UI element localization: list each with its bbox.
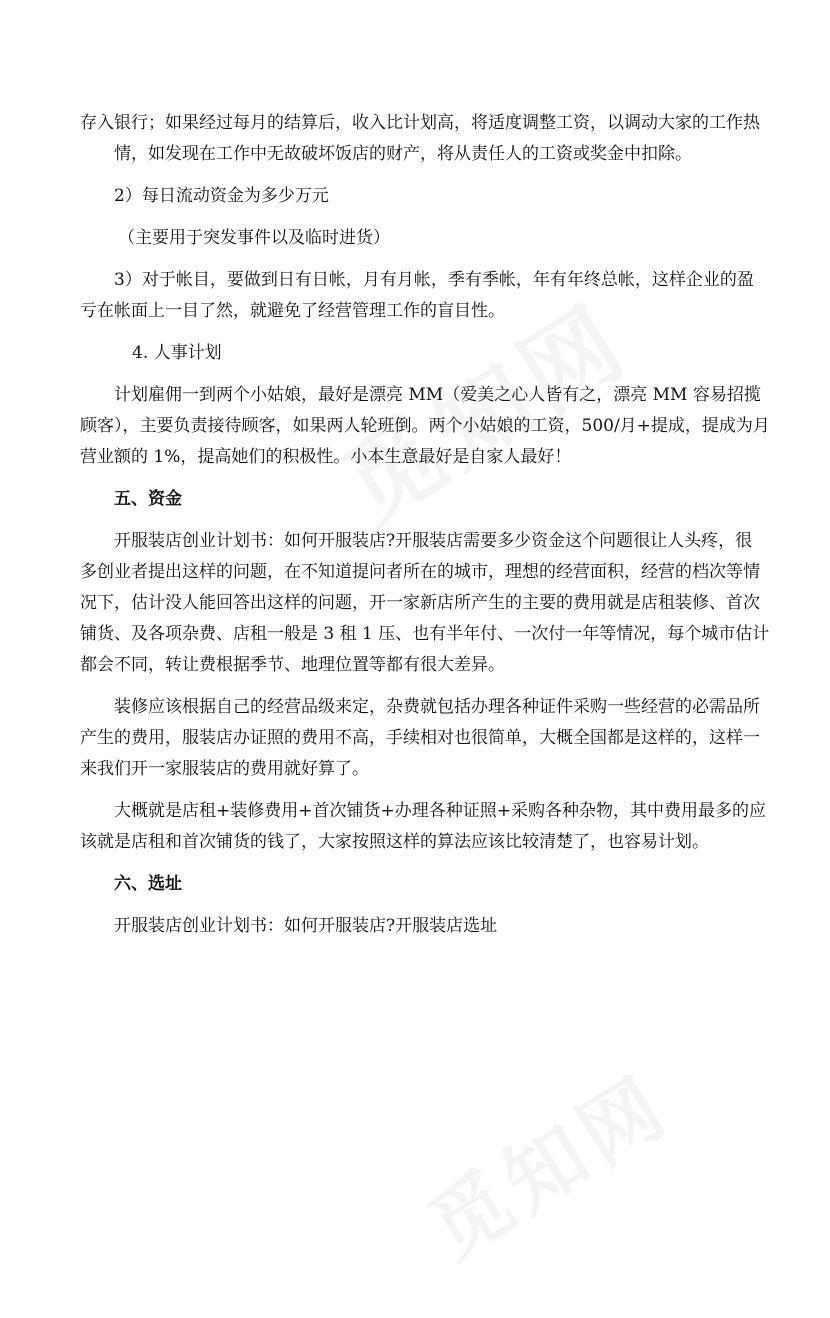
section-heading-funds	[80, 484, 752, 515]
text-line: 开服装店创业计划书：如何开服装店?开服装店选址	[114, 916, 498, 936]
paragraph-daily-fund	[80, 181, 752, 212]
text-line: 4. 人事计划	[132, 343, 222, 363]
paragraph-funds-3	[80, 796, 766, 858]
paragraph-personnel	[80, 380, 770, 473]
text-line: 情，如发现在工作中无故破坏饭店的财产，将从责任人的工资或奖金中扣除。	[114, 144, 692, 164]
text-line: 多创业者提出这样的问题，在不知道提问者所在的城市，理想的经营面积，经营的档次等情	[80, 562, 760, 582]
text-line: 六、选址	[114, 874, 182, 894]
section-heading-location	[80, 869, 752, 900]
paragraph-funds-2	[80, 692, 760, 785]
text-line: 存入银行；如果经过每月的结算后，收入比计划高，将适度调整工资，以调动大家的工作热	[80, 113, 760, 133]
text-line: 该就是店租和首次铺货的钱了，大家按照这样的算法应该比较清楚了，也容易计划。	[80, 832, 709, 852]
text-line: 计划雇佣一到两个小姑娘，最好是漂亮 MM（爱美之心人皆有之，漂亮 MM 容易招揽	[114, 385, 761, 405]
paragraph-daily-fund-note	[80, 223, 752, 254]
document-body	[80, 108, 770, 953]
paragraph-location	[80, 911, 752, 942]
text-line: 都会不同，转让费根据季节、地理位置等都有很大差异。	[80, 655, 505, 675]
text-line: 2）每日流动资金为多少万元	[114, 186, 329, 206]
text-line: 产生的费用，服装店办证照的费用不高，手续相对也很简单，大概全国都是这样的，这样一	[80, 728, 760, 748]
watermark-bottom	[403, 1002, 776, 1318]
text-line: 顾客），主要负责接待顾客，如果两人轮班倒。两个小姑娘的工资，500/月+提成，提成为月	[80, 416, 770, 436]
text-line: 况下，估计没人能回答出这样的问题，开一家新店所产生的主要的费用就是店租装修、首次	[80, 593, 760, 613]
text-line: 铺货、及各项杂费、店租一般是 3 租 1 压、也有半年付、一次付一年等情况，每个城市估计	[80, 624, 770, 644]
paragraph-accounts	[80, 265, 752, 327]
text-line: 来我们开一家服装店的费用就好算了。	[80, 759, 369, 779]
text-line: 开服装店创业计划书：如何开服装店?开服装店需要多少资金这个问题很让人头疼，很	[114, 531, 753, 551]
text-line: 装修应该根据自己的经营品级来定，杂费就包括办理各种证件采购一些经营的必需品所	[114, 697, 760, 717]
paragraph-salary-adjust	[80, 108, 760, 170]
text-line: （主要用于突发事件以及临时进货）	[118, 228, 390, 248]
text-line: 3）对于帐目，要做到日有日帐，月有月帐，季有季帐，年有年终总帐，这样企业的盈	[114, 270, 754, 290]
section-heading-personnel	[80, 338, 752, 369]
text-line: 营业额的 1%，提高她们的积极性。小本生意最好是自家人最好！	[80, 447, 572, 467]
paragraph-funds-1	[80, 526, 770, 681]
text-line: 大概就是店租+装修费用+首次铺货+办理各种证照+采购各种杂物，其中费用最多的应	[114, 801, 766, 821]
text-line: 五、资金	[114, 489, 182, 509]
text-line: 亏在帐面上一目了然，就避免了经营管理工作的盲目性。	[80, 301, 505, 321]
